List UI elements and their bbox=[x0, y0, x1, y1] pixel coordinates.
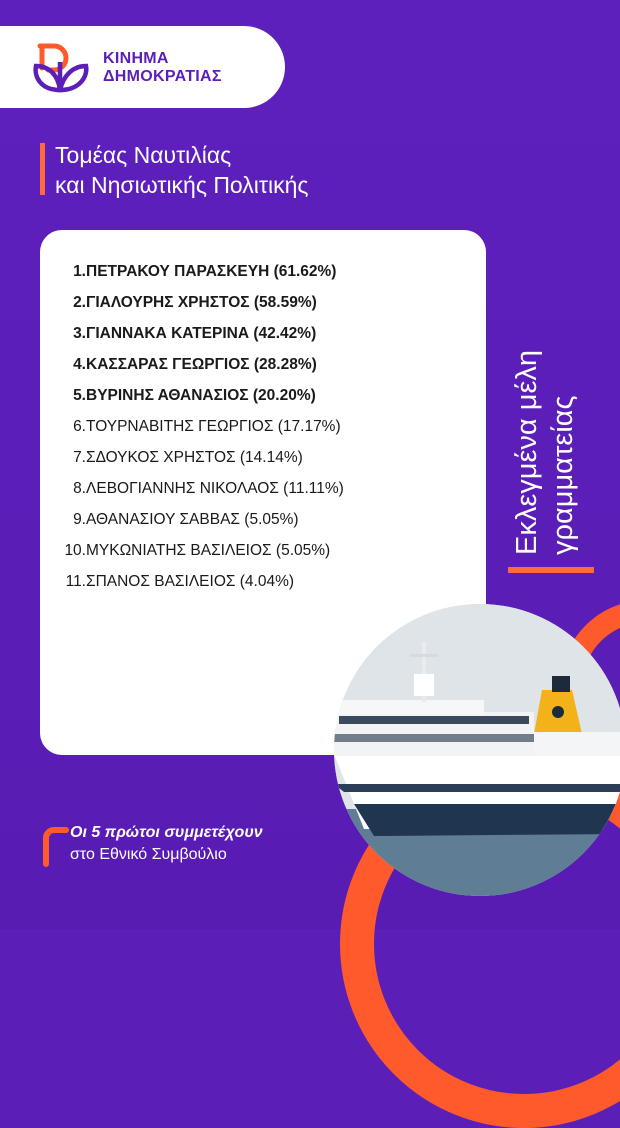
kinima-dimokratias-logo-icon bbox=[30, 40, 92, 96]
list-item bbox=[62, 538, 344, 569]
brand-name bbox=[103, 50, 222, 86]
list-item bbox=[62, 259, 344, 290]
list-item-number: 7. bbox=[73, 449, 86, 466]
side-line-1: Εκλεγμένα μέλη bbox=[511, 350, 543, 555]
list-item-number: 3. bbox=[73, 325, 86, 342]
list-item-name: ΣΔΟΥΚΟΣ ΧΡΗΣΤΟΣ (14.14%) bbox=[86, 449, 303, 466]
list-item bbox=[62, 476, 344, 507]
list-item bbox=[62, 290, 344, 321]
list-item bbox=[62, 507, 344, 538]
list-item bbox=[62, 321, 344, 352]
footer-line-2: στο Εθνικό Συμβούλιο bbox=[70, 846, 227, 863]
list-item-name: ΚΑΣΣΑΡΑΣ ΓΕΩΡΓΙΟΣ (28.28%) bbox=[86, 356, 317, 373]
list-item-name: ΒΥΡΙΝΗΣ ΑΘΑΝΑΣΙΟΣ (20.20%) bbox=[86, 387, 316, 404]
ship-photo bbox=[334, 604, 620, 896]
list-item-number: 10. bbox=[64, 542, 86, 559]
list-item bbox=[62, 414, 344, 445]
title-line-1: Τομέας Ναυτιλίας bbox=[55, 142, 232, 168]
brand-line-1: ΚΙΝΗΜΑ bbox=[103, 50, 169, 67]
list-item-name: ΜΥΚΩΝΙΑΤΗΣ ΒΑΣΙΛΕΙΟΣ (5.05%) bbox=[86, 542, 331, 559]
list-item bbox=[62, 569, 344, 600]
list-item-number: 9. bbox=[73, 511, 86, 528]
list-item-name: ΑΘΑΝΑΣΙΟΥ ΣΑΒΒΑΣ (5.05%) bbox=[86, 511, 299, 528]
title-line-2: και Νησιωτικής Πολιτικής bbox=[55, 172, 309, 198]
title-accent-bar bbox=[40, 143, 45, 195]
list-item-number: 4. bbox=[73, 356, 86, 373]
list-item bbox=[62, 352, 344, 383]
side-line-2: γραμματείας bbox=[547, 395, 579, 555]
ship-illustration bbox=[334, 604, 620, 896]
list-item-number: 1. bbox=[73, 263, 86, 280]
list-item-name: ΓΙΑΛΟΥΡΗΣ ΧΡΗΣΤΟΣ (58.59%) bbox=[86, 294, 317, 311]
page-title bbox=[55, 140, 308, 200]
list-item-name: ΣΠΑΝΟΣ ΒΑΣΙΛΕΙΟΣ (4.04%) bbox=[86, 573, 295, 590]
list-item-name: ΛΕΒΟΓΙΑΝΝΗΣ ΝΙΚΟΛΑΟΣ (11.11%) bbox=[86, 480, 344, 497]
brand-pill bbox=[0, 26, 285, 108]
list-item-name: ΤΟΥΡΝΑΒΙΤΗΣ ΓΕΩΡΓΙΟΣ (17.17%) bbox=[86, 418, 341, 435]
list-item-number: 11. bbox=[65, 573, 86, 590]
footer-note bbox=[70, 822, 263, 866]
brand-line-2: ΔΗΜΟΚΡΑΤΙΑΣ bbox=[103, 68, 222, 85]
list-item-number: 5. bbox=[73, 387, 86, 404]
side-accent-bar bbox=[508, 567, 594, 573]
list-item bbox=[62, 383, 344, 414]
list-item-name: ΓΙΑΝΝΑΚΑ ΚΑΤΕΡΙΝΑ (42.42%) bbox=[86, 325, 317, 342]
side-caption bbox=[509, 255, 581, 555]
footer-line-1: Οι 5 πρώτοι συμμετέχουν bbox=[70, 824, 263, 841]
list-item-name: ΠΕΤΡΑΚΟΥ ΠΑΡΑΣΚΕΥΗ (61.62%) bbox=[86, 263, 337, 280]
candidates-list bbox=[62, 259, 344, 600]
list-item bbox=[62, 445, 344, 476]
list-item-number: 6. bbox=[73, 418, 86, 435]
list-item-number: 2. bbox=[73, 294, 86, 311]
list-item-number: 8. bbox=[73, 480, 86, 497]
